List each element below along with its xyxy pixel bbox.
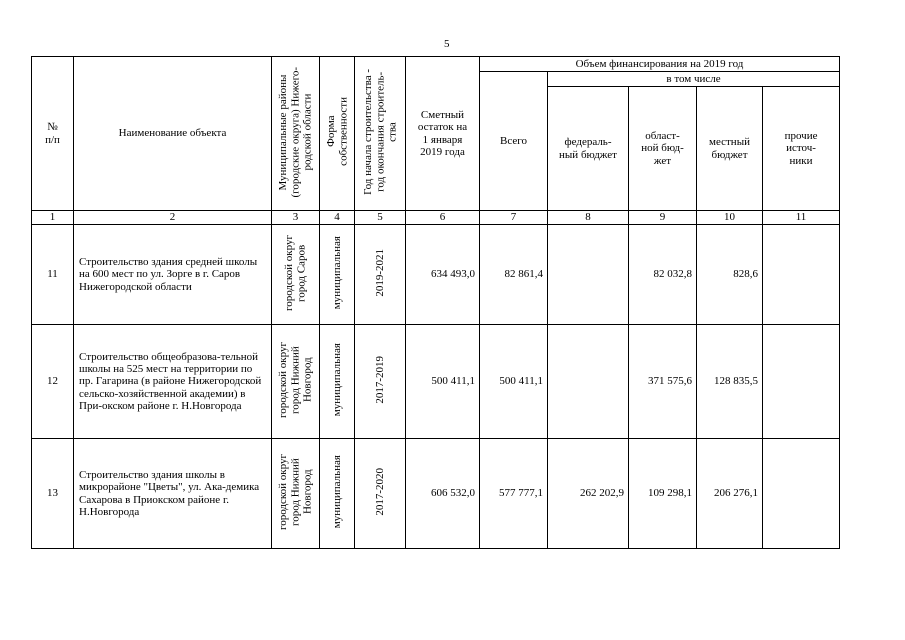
regional: 371 575,6 <box>629 325 697 439</box>
col-number: 1 <box>32 211 74 225</box>
object-name: Строительство общеобразова-тельной школы на 525 мест на территории по пр. Гагарина (в районе Нижегородской сельско-хозяйственной академии) в При-окском районе г. Н.Новгорода <box>74 325 272 439</box>
header-regional: област- ной бюд- жет <box>629 87 697 211</box>
district: городской округ город Нижний Новгород <box>277 341 314 418</box>
years: 2017-2019 <box>373 356 386 404</box>
row-num: 12 <box>32 325 74 439</box>
col-number: 8 <box>548 211 629 225</box>
header-federal: федераль- ный бюджет <box>548 87 629 211</box>
header-ownership-cell <box>320 57 355 211</box>
ownership: муниципальная <box>330 343 343 417</box>
federal <box>548 325 629 439</box>
col-number: 10 <box>697 211 763 225</box>
col-number: 6 <box>406 211 480 225</box>
page-number: 5 <box>444 38 450 50</box>
ownership-cell <box>320 439 355 549</box>
federal: 262 202,9 <box>548 439 629 549</box>
row-num: 13 <box>32 439 74 549</box>
ownership-cell <box>320 225 355 325</box>
header-years: Год начала строительства - год окончания строитель- ства <box>361 68 399 195</box>
years-cell <box>355 325 406 439</box>
header-balance: Сметный остаток на 1 января 2019 года <box>406 57 480 211</box>
other <box>763 225 840 325</box>
col-number: 11 <box>763 211 840 225</box>
total: 577 777,1 <box>480 439 548 549</box>
header-ownership: Форма собственности <box>324 97 349 167</box>
total: 500 411,1 <box>480 325 548 439</box>
balance: 606 532,0 <box>406 439 480 549</box>
local: 128 835,5 <box>697 325 763 439</box>
header-years-cell <box>355 57 406 211</box>
column-numbers-row <box>32 211 840 225</box>
col-number: 2 <box>74 211 272 225</box>
col-number: 9 <box>629 211 697 225</box>
header-num: № п/п <box>32 57 74 211</box>
header-other: прочие источ- ники <box>763 87 840 211</box>
header-row-1 <box>32 57 840 72</box>
local: 206 276,1 <box>697 439 763 549</box>
col-number: 3 <box>272 211 320 225</box>
district-cell <box>272 439 320 549</box>
years: 2019-2021 <box>373 249 386 297</box>
years-cell <box>355 439 406 549</box>
ownership: муниципальная <box>330 236 343 310</box>
years-cell <box>355 225 406 325</box>
col-number: 4 <box>320 211 355 225</box>
row-num: 11 <box>32 225 74 325</box>
object-name: Строительство здания средней школы на 600 мест по ул. Зорге в г. Саров Нижегородской области <box>74 225 272 325</box>
years: 2017-2020 <box>373 468 386 516</box>
district-cell <box>272 225 320 325</box>
total: 82 861,4 <box>480 225 548 325</box>
regional: 82 032,8 <box>629 225 697 325</box>
other <box>763 439 840 549</box>
header-including: в том числе <box>548 72 840 87</box>
balance: 500 411,1 <box>406 325 480 439</box>
federal <box>548 225 629 325</box>
district-cell <box>272 325 320 439</box>
header-district-cell <box>272 57 320 211</box>
header-district: Муниципальные районы (городские округа) Нижего- родской области <box>277 66 314 198</box>
ownership-cell <box>320 325 355 439</box>
other <box>763 325 840 439</box>
district: городской округ город Саров <box>283 234 308 311</box>
object-name: Строительство здания школы в микрорайоне "Цветы", ул. Ака-демика Сахарова в Приокском районе г. Н.Новгорода <box>74 439 272 549</box>
table-row <box>32 439 840 549</box>
district: городской округ город Нижний Новгород <box>277 453 314 530</box>
regional: 109 298,1 <box>629 439 697 549</box>
local: 828,6 <box>697 225 763 325</box>
table-row <box>32 325 840 439</box>
table-row <box>32 225 840 325</box>
header-total: Всего <box>480 72 548 211</box>
ownership: муниципальная <box>330 455 343 529</box>
col-number: 5 <box>355 211 406 225</box>
financing-table <box>31 56 840 549</box>
header-funding: Объем финансирования на 2019 год <box>480 57 840 72</box>
header-local: местный бюджет <box>697 87 763 211</box>
header-name: Наименование объекта <box>74 57 272 211</box>
col-number: 7 <box>480 211 548 225</box>
balance: 634 493,0 <box>406 225 480 325</box>
